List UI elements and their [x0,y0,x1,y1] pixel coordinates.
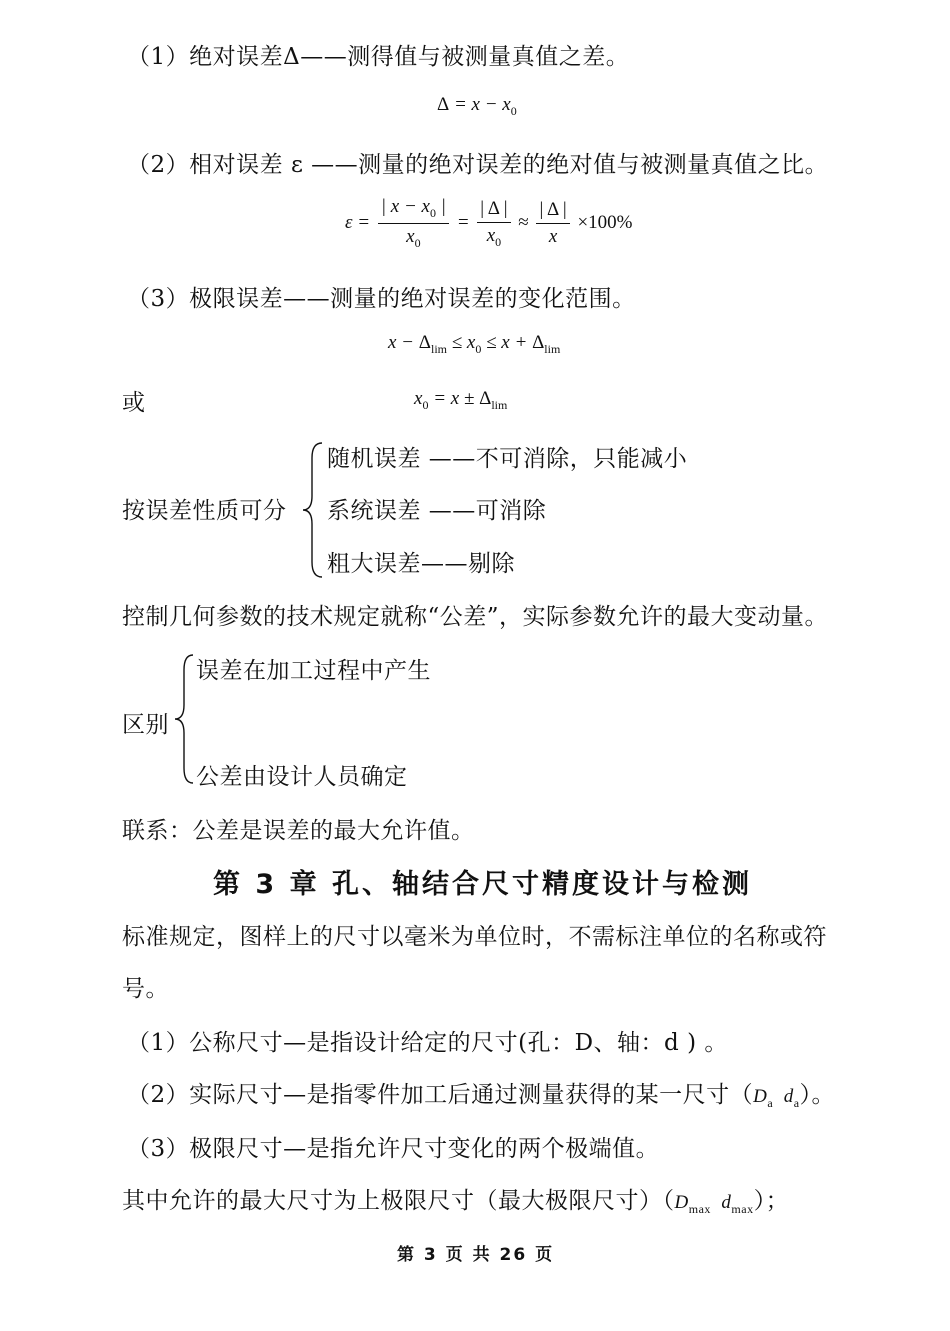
relation-statement: 联系：公差是误差的最大允许值。 [122,818,475,844]
formula-limit-pm: $x_0 = x \pm \Delta_{lim}$ [414,388,508,412]
difference-item-tolerance: 公差由设计人员确定 [196,764,408,790]
gross-error-item: 粗大误差——剔除 [327,551,515,577]
left-brace-icon [172,652,196,786]
random-error-item: 随机误差 ——不可消除，只能减小 [327,446,688,472]
tolerance-definition: 控制几何参数的技术规定就称“公差”，实际参数允许的最大变动量。 [122,604,829,630]
formula-relative-error: ε = $\frac{| x - x_0 |}{x_0}$ = $\frac{| \Delta |}{x_0}$ ≈ $\frac{| \Delta |}{x}$ ×100% [345,196,633,250]
difference-item-error: 误差在加工过程中产生 [196,658,431,684]
max-size-item: 其中允许的最大尺寸为上极限尺寸（最大极限尺寸）（$D_{max}$ $d_{max}$）； [122,1188,790,1216]
classify-label: 按误差性质可分 [122,498,287,524]
actual-size-item: （2）实际尺寸—是指零件加工后通过测量获得的某一尺寸（$D_a$ $d_a$）。 [127,1082,836,1110]
limit-error-definition: （3）极限误差——测量的绝对误差的变化范围。 [127,286,636,312]
page-number-footer: 第 3 页 共 26 页 [397,1245,555,1265]
chapter-title: 第 3 章 孔、轴结合尺寸精度设计与检测 [213,869,752,900]
difference-label: 区别 [122,712,169,738]
standard-paragraph-line1: 标准规定，图样上的尺寸以毫米为单位时，不需标注单位的名称或符 [122,924,827,950]
absolute-error-definition: （1）绝对误差Δ——测得值与被测量真值之差。 [127,44,630,70]
left-brace-icon [300,440,326,580]
relative-error-definition: （2）相对误差 ε ——测量的绝对误差的绝对值与被测量真值之比。 [127,152,829,178]
nominal-size-item: （1）公称尺寸—是指设计给定的尺寸(孔：D、轴：d ) 。 [127,1030,728,1056]
standard-paragraph-line2: 号。 [122,976,169,1002]
formula-absolute-error: $\Delta = x - x_0$ [437,94,517,118]
or-label: 或 [122,390,146,416]
systematic-error-item: 系统误差 ——可消除 [327,498,547,524]
formula-limit-range: $x - \Delta_{lim} \le x_0 \le x + \Delta_{lim}$ [388,332,561,356]
limit-size-item: （3）极限尺寸—是指允许尺寸变化的两个极端值。 [127,1136,660,1162]
